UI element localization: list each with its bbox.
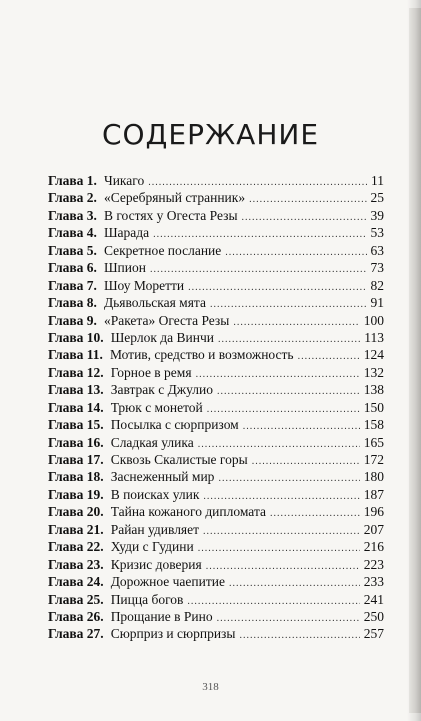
toc-entry xyxy=(48,591,384,608)
page-number: 318 xyxy=(202,681,219,693)
toc-entry xyxy=(48,399,384,416)
toc-chapter-number: Глава 26. xyxy=(48,608,104,624)
toc-page-number: 233 xyxy=(363,574,384,590)
toc-chapter-number: Глава 5. xyxy=(48,242,97,258)
toc-dot-leader xyxy=(187,593,359,610)
toc-chapter-number: Глава 27. xyxy=(48,626,104,642)
toc-page-number: 180 xyxy=(363,469,384,485)
toc-page-number: 53 xyxy=(370,225,384,241)
toc-chapter-title: Сладкая улика xyxy=(110,434,194,450)
toc-entry xyxy=(48,259,384,276)
toc-page-number: 138 xyxy=(363,382,384,398)
toc-chapter-title: В гостях у Огеста Резы xyxy=(103,207,238,223)
toc-chapter-number: Глава 11. xyxy=(48,347,103,363)
toc-chapter-number: Глава 25. xyxy=(48,591,104,607)
toc-chapter-number: Глава 4. xyxy=(48,225,97,241)
toc-chapter-title: Шоу Моретти xyxy=(103,277,185,293)
toc-chapter-title: Тайна кожаного дипломата xyxy=(110,504,267,520)
toc-chapter-title: Трюк с монетой xyxy=(110,399,203,415)
toc-entry xyxy=(48,207,384,224)
toc-chapter-title: Посылка с сюрпризом xyxy=(110,417,239,433)
toc-dot-leader xyxy=(188,279,366,296)
toc-page-number: 165 xyxy=(363,434,384,450)
toc-entry xyxy=(48,329,384,346)
toc-dot-leader xyxy=(233,314,359,331)
toc-entry xyxy=(48,608,384,625)
toc-entry xyxy=(48,434,384,451)
toc-chapter-number: Глава 16. xyxy=(48,434,104,450)
toc-chapter-title: Секретное послание xyxy=(103,242,222,258)
toc-chapter-title: Горное в ремя xyxy=(110,364,192,380)
toc-chapter-title: Пицца богов xyxy=(110,591,184,607)
toc-page-number: 196 xyxy=(363,504,384,520)
toc-chapter-title: Сюрприз и сюрпризы xyxy=(110,626,236,642)
toc-chapter-title: Шарада xyxy=(103,225,150,241)
toc-chapter-number: Глава 22. xyxy=(48,539,104,555)
toc-chapter-number: Глава 6. xyxy=(48,260,97,276)
toc-chapter-title: Заснеженный мир xyxy=(110,469,215,485)
toc-chapter-number: Глава 21. xyxy=(48,521,104,537)
toc-chapter-number: Глава 24. xyxy=(48,574,104,590)
toc-entry xyxy=(48,312,384,329)
toc-dot-leader xyxy=(249,191,366,208)
toc-entry xyxy=(48,242,384,259)
toc-page-number: 241 xyxy=(363,591,384,607)
toc-chapter-number: Глава 7. xyxy=(48,277,97,293)
toc-page-number: 100 xyxy=(363,312,384,328)
toc-entry xyxy=(48,277,384,294)
toc-chapter-number: Глава 14. xyxy=(48,399,104,415)
toc-page-number: 124 xyxy=(363,347,384,363)
toc-entry xyxy=(48,625,384,642)
toc-entry xyxy=(48,224,384,241)
toc-page-number: 82 xyxy=(370,277,384,293)
toc-page-number: 63 xyxy=(370,242,384,258)
toc-page-number: 113 xyxy=(364,329,384,345)
toc-page-number: 223 xyxy=(363,556,384,572)
toc-page-number: 91 xyxy=(370,295,384,311)
toc-chapter-title: Худи с Гудини xyxy=(110,539,194,555)
toc-entry xyxy=(48,416,384,433)
toc-entry xyxy=(48,364,384,381)
toc-chapter-title: Кризис доверия xyxy=(110,556,202,572)
toc-entry xyxy=(48,556,384,573)
toc-page-number: 250 xyxy=(363,608,384,624)
toc-chapter-title: Сквозь Скалистые горы xyxy=(110,452,248,467)
toc-chapter-title: Райан удивляет xyxy=(110,521,200,537)
toc-entry xyxy=(48,172,384,189)
toc-entry xyxy=(48,521,384,538)
toc-chapter-number: Глава 1. xyxy=(48,173,97,188)
toc-page-number: 11 xyxy=(371,173,384,188)
toc-dot-leader xyxy=(252,453,360,470)
toc-entry xyxy=(48,381,384,398)
toc-entry xyxy=(48,451,384,468)
toc-chapter-number: Глава 15. xyxy=(48,417,104,433)
toc-dot-leader xyxy=(218,470,359,487)
toc-chapter-number: Глава 2. xyxy=(48,190,97,206)
toc-dot-leader xyxy=(270,505,360,522)
toc-page-number: 132 xyxy=(363,364,384,380)
toc-dot-leader xyxy=(217,610,360,627)
toc-chapter-number: Глава 10. xyxy=(48,329,104,345)
toc-dot-leader xyxy=(206,558,360,575)
toc-chapter-title: Дьявольская мята xyxy=(103,295,206,311)
toc-dot-leader xyxy=(217,383,360,400)
toc-dot-leader xyxy=(198,540,360,557)
toc-chapter-title: Прощание в Рино xyxy=(110,608,213,624)
toc-page-number: 257 xyxy=(363,626,384,642)
toc-chapter-number: Глава 9. xyxy=(48,312,97,328)
toc-chapter-number: Глава 20. xyxy=(48,504,104,520)
page-title: СОДЕРЖАНИЕ xyxy=(101,118,320,151)
toc-chapter-number: Глава 23. xyxy=(48,556,104,572)
table-of-contents xyxy=(48,172,384,643)
page-shadow xyxy=(407,0,421,721)
toc-page-number: 150 xyxy=(363,399,384,415)
toc-dot-leader xyxy=(239,627,359,644)
toc-chapter-title: Чикаго xyxy=(103,173,145,188)
toc-entry xyxy=(48,468,384,485)
toc-chapter-title: «Серебряный странник» xyxy=(103,190,246,206)
toc-chapter-title: Шерлок да Винчи xyxy=(110,329,214,345)
toc-dot-leader xyxy=(242,209,367,226)
toc-dot-leader xyxy=(210,296,367,313)
toc-page-number: 25 xyxy=(370,190,384,206)
toc-chapter-title: «Ракета» Огеста Резы xyxy=(103,312,230,328)
toc-entry xyxy=(48,573,384,590)
toc-dot-leader xyxy=(196,366,360,383)
toc-chapter-number: Глава 13. xyxy=(48,382,104,398)
toc-chapter-number: Глава 8. xyxy=(48,295,97,311)
toc-dot-leader xyxy=(243,418,360,435)
toc-dot-leader xyxy=(298,348,360,365)
toc-entry xyxy=(48,486,384,503)
toc-dot-leader xyxy=(203,523,360,540)
toc-entry xyxy=(48,294,384,311)
toc-page-number: 216 xyxy=(363,539,384,555)
toc-page-number: 39 xyxy=(370,207,384,223)
toc-chapter-title: Завтрак с Джулио xyxy=(110,382,213,398)
toc-chapter-title: Шпион xyxy=(103,260,146,276)
toc-chapter-number: Глава 17. xyxy=(48,452,104,467)
toc-entry xyxy=(48,346,384,363)
toc-page-number: 187 xyxy=(363,486,384,502)
toc-page-number: 172 xyxy=(363,452,384,467)
toc-page-number: 207 xyxy=(363,521,384,537)
toc-chapter-number: Глава 18. xyxy=(48,469,104,485)
toc-chapter-title: В поисках улик xyxy=(110,486,200,502)
toc-entry xyxy=(48,189,384,206)
toc-chapter-title: Мотив, средство и возможность xyxy=(109,347,294,363)
toc-chapter-title: Дорожное чаепитие xyxy=(110,574,225,590)
toc-page-number: 158 xyxy=(363,417,384,433)
toc-dot-leader xyxy=(225,244,366,261)
toc-entry xyxy=(48,503,384,520)
toc-page-number: 73 xyxy=(370,260,384,276)
toc-chapter-number: Глава 19. xyxy=(48,486,104,502)
toc-dot-leader xyxy=(229,575,360,592)
toc-chapter-number: Глава 12. xyxy=(48,364,104,380)
toc-entry xyxy=(48,538,384,555)
toc-chapter-number: Глава 3. xyxy=(48,207,97,223)
